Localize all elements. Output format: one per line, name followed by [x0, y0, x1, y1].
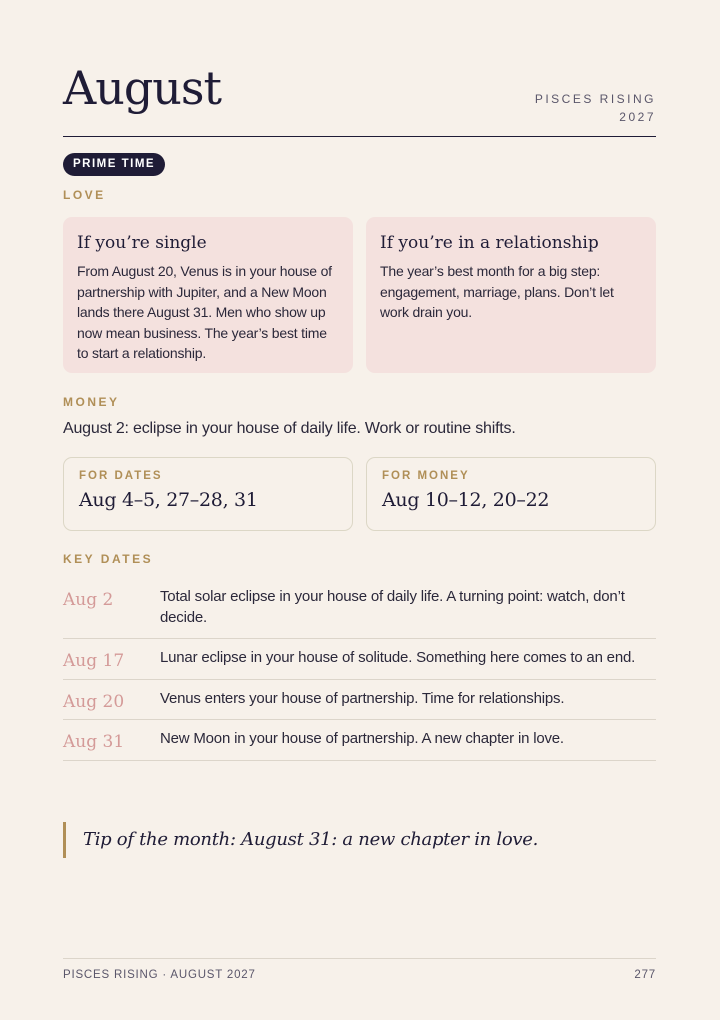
footer-running-title: PISCES RISING · AUGUST 2027 [63, 969, 256, 981]
dates-box-label: FOR DATES [79, 470, 163, 482]
page-header [63, 58, 656, 137]
key-date: Aug 20 [63, 691, 125, 712]
money-box-value: Aug 10–12, 20–22 [382, 489, 550, 511]
page-number: 277 [634, 969, 656, 981]
money-box-label: FOR MONEY [382, 470, 470, 482]
series-sign: PISCES RISING [534, 92, 656, 106]
single-card [63, 217, 353, 373]
dates-box [63, 457, 353, 531]
key-date-text: Venus enters your house of partnership. Time for relationships. [160, 689, 565, 707]
key-date: Aug 2 [63, 590, 114, 610]
key-dates-list [63, 578, 656, 761]
key-date-text: Total solar eclipse in your house of daily life. A turning point: watch, don’t decide. [160, 588, 625, 626]
key-date: Aug 17 [63, 651, 125, 671]
relationship-card-title: If you’re in a relationship [380, 233, 599, 253]
single-card-text: From August 20, Venus is in your house of partnership with Jupiter, and a New Moon lands there August 31. Men who show up now mean business. The year’s best time to start a relationship. [77, 263, 332, 361]
relationship-card [366, 217, 656, 373]
series-label [535, 90, 656, 126]
page-footer [63, 958, 656, 981]
key-dates-section-label: KEY DATES [63, 552, 154, 566]
prime-time-badge: PRIME TIME [63, 153, 165, 176]
money-summary: August 2: eclipse in your house of daily life. Work or routine shifts. [63, 420, 516, 437]
single-card-title: If you’re single [77, 233, 207, 253]
key-date-row [63, 720, 656, 761]
key-date-text: Lunar eclipse in your house of solitude. Something here comes to an end. [160, 649, 636, 666]
key-date: Aug 31 [63, 732, 125, 752]
dates-box-value: Aug 4–5, 27–28, 31 [79, 489, 258, 511]
key-date-row [63, 680, 656, 721]
key-date-row [63, 578, 656, 639]
money-section-label: MONEY [63, 395, 120, 409]
relationship-card-text: The year’s best month for a big step: engagement, marriage, plans. Don’t let work drain you. [380, 263, 614, 320]
tip-of-month: Tip of the month: August 31: a new chapter in love. [63, 822, 538, 858]
key-date-text: New Moon in your house of partnership. A new chapter in love. [160, 730, 564, 747]
page-title: August [63, 61, 222, 115]
horoscope-page [63, 0, 656, 1020]
series-year: 2027 [619, 110, 656, 124]
key-date-row [63, 639, 656, 680]
money-box [366, 457, 656, 531]
love-section-label: LOVE [63, 188, 106, 202]
